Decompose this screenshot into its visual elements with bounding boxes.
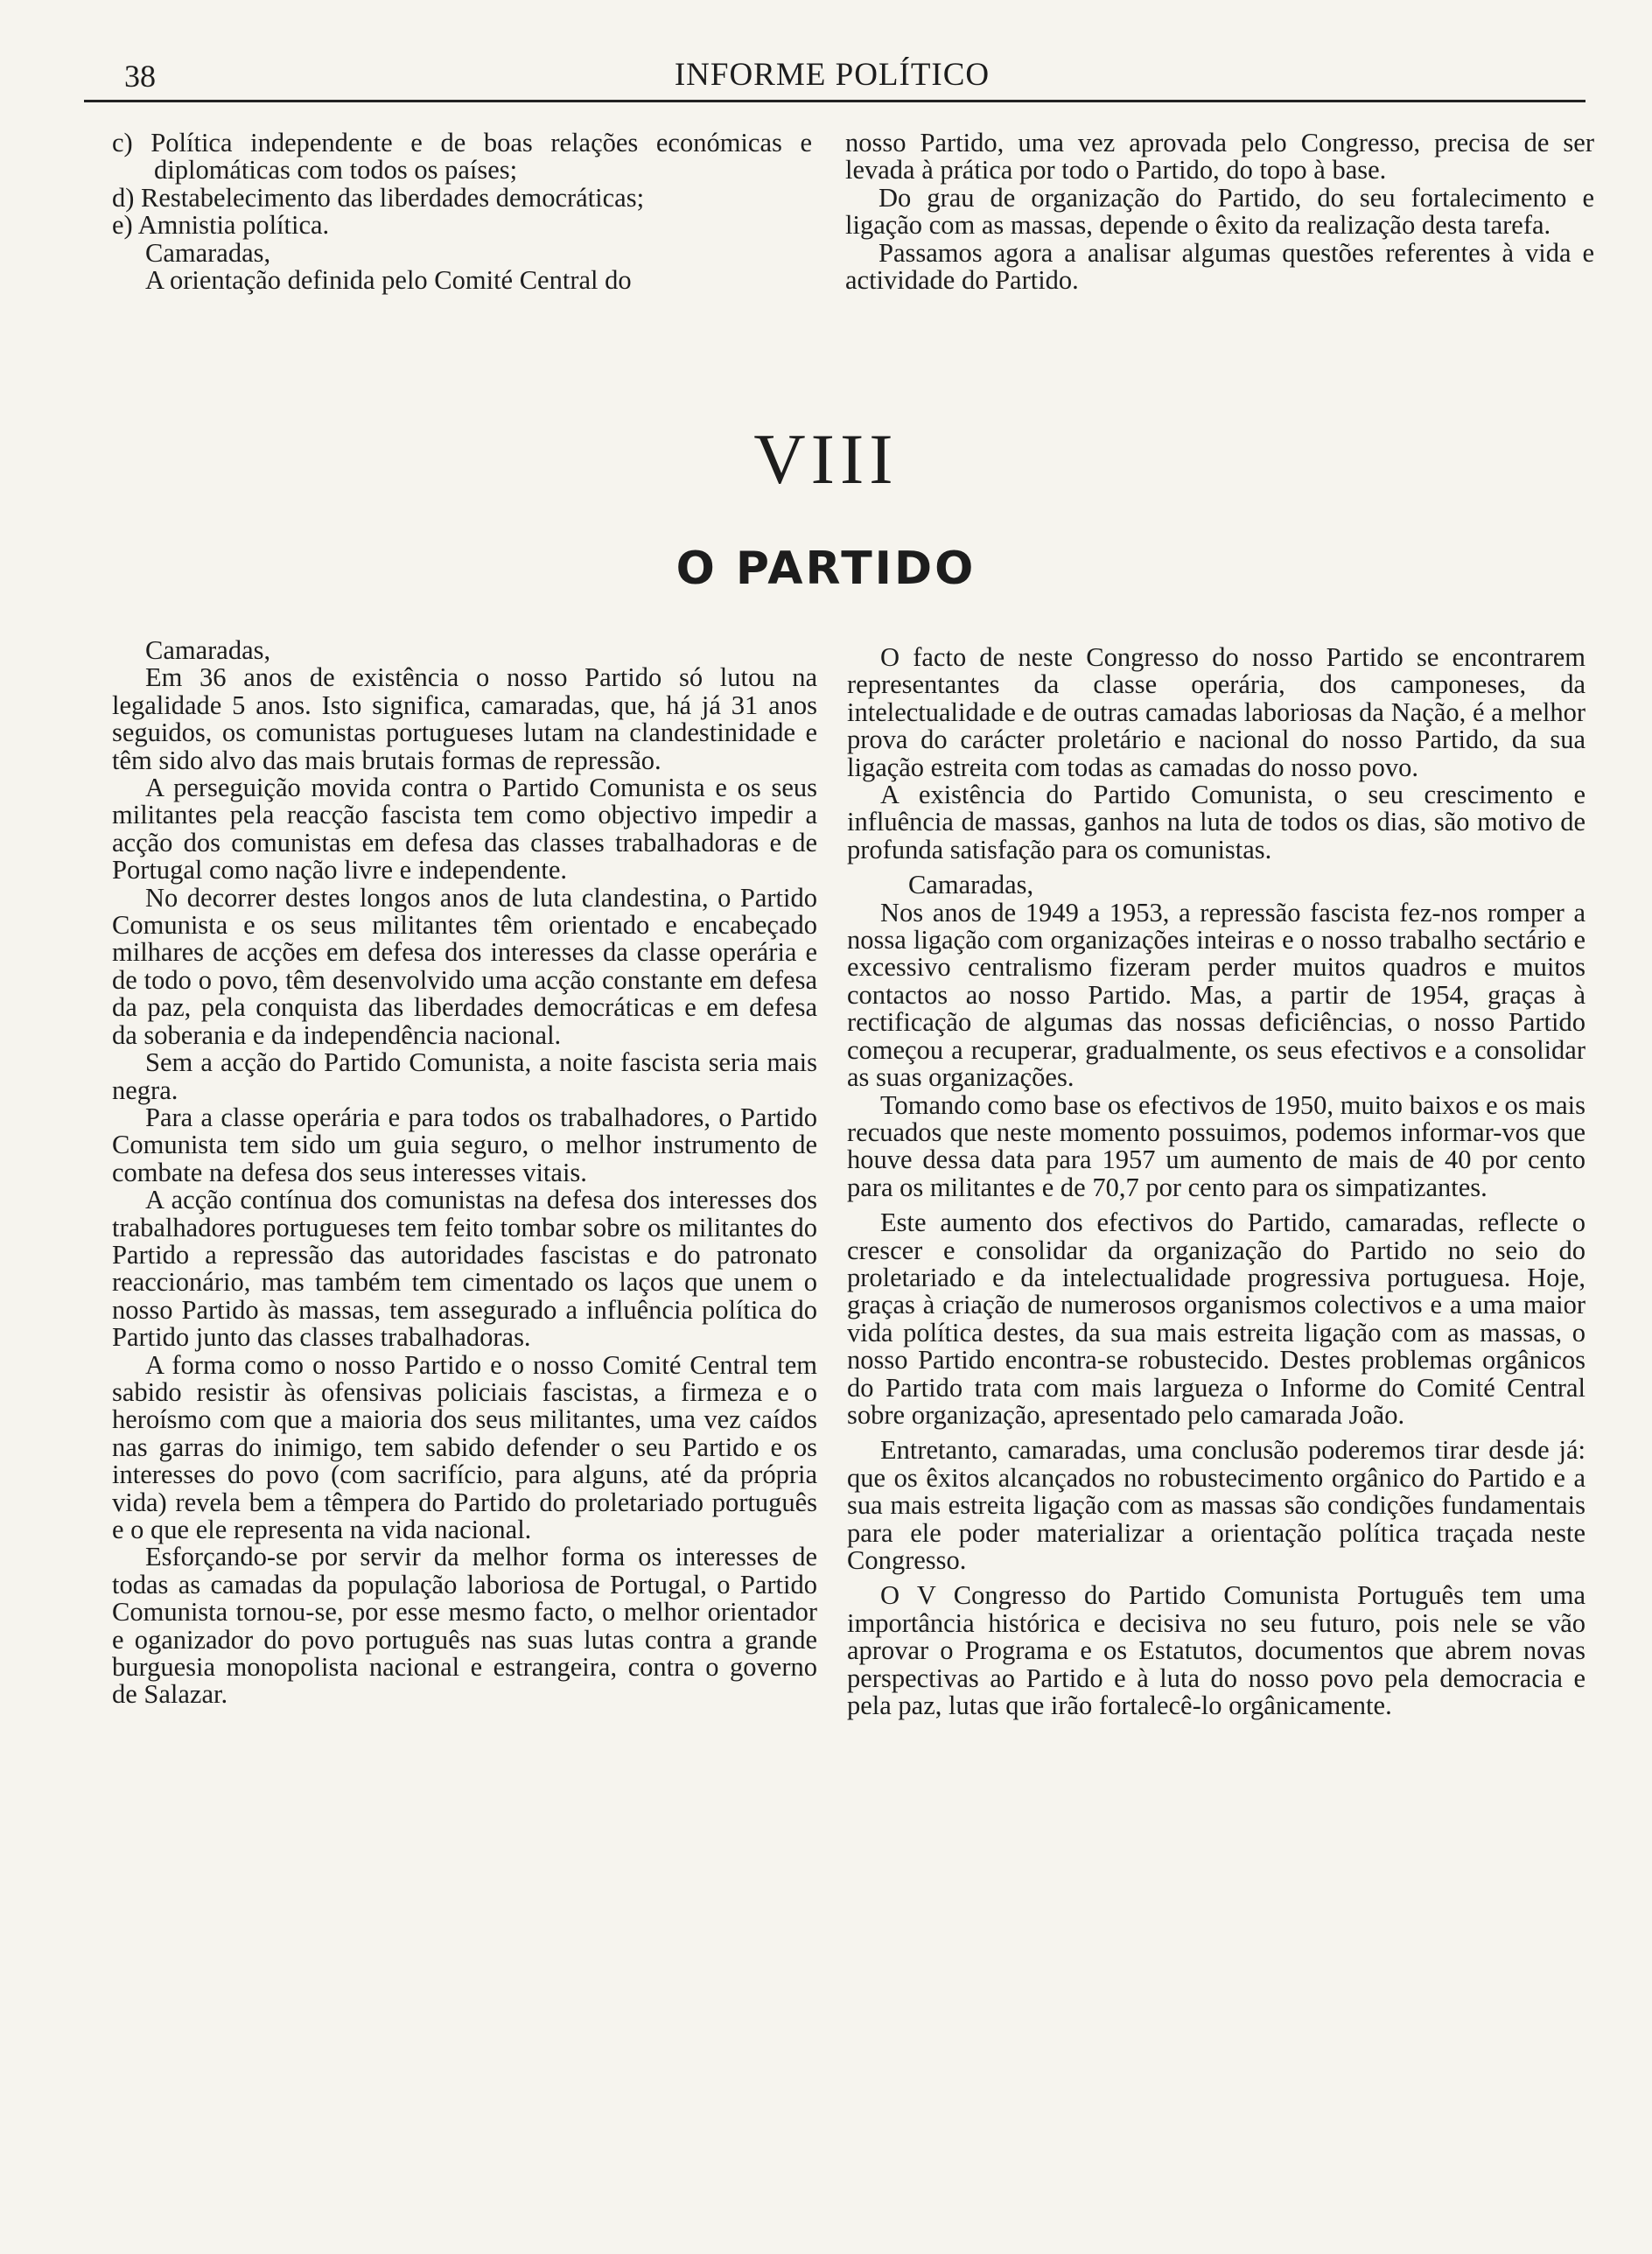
body-right-column (847, 644, 1586, 1719)
paragraph: nosso Partido, uma vez aprovada pelo Congresso, precisa de ser levada à prática por todo o Partido, do topo à base. (845, 128, 1594, 186)
paragraph: Do grau de organização do Partido, do seu fortalecimento e ligação com as massas, depende o êxito da realização desta tarefa. (845, 182, 1594, 241)
body-left-column (112, 637, 817, 1709)
paragraph: A existência do Partido Comunista, o seu crescimento e influência de massas, ganhos na luta de todos os dias, são motivo de profunda satisfação para os comunistas. (847, 780, 1586, 864)
paragraph: Em 36 anos de existência o nosso Partido só lutou na legalidade 5 anos. Isto significa, camaradas, que, há já 31 anos seguidos, os comunistas portugueses lutam na clandestinidade e têm sido alvo das mais brutais formas de repressão. (112, 662, 817, 775)
list-item-d: d) Restabelecimento das liberdades democráticas; (112, 182, 645, 213)
paragraph: O facto de neste Congresso do nosso Partido se encontrarem representantes da classe operária, dos camponeses, da intelectualidade e de outras camadas laboriosas da Nação, é a melhor prova do carácter proletário e nacional do nosso Partido, da sua ligação estreita com todas as camadas do nosso povo. (847, 642, 1586, 782)
paragraph: Esforçando-se por servir da melhor forma os interesses de todas as camadas da população laboriosa de Portugal, o Partido Comunista tornou-se, por esse mesmo facto, o melhor orientador e oganizador do povo português nas suas lutas contra a grande burguesia monopolista nacional e estrangeira, contra o governo de Salazar. (112, 1542, 817, 1710)
paragraph: Tomando como base os efectivos de 1950, muito baixos e os mais recuados que neste momento possuimos, podemos informar-vos que houve dessa data para 1957 um aumento de mais de 40 por cento para os militantes e de 70,7 por cento para os simpatizantes. (847, 1089, 1586, 1202)
running-title: INFORME POLÍTICO (674, 57, 990, 93)
chapter-number: VIII (753, 419, 899, 499)
page-header (84, 54, 1580, 105)
top-left-column (112, 130, 812, 294)
list-item-c: c) Política independente e de boas relações económicas e diplomáticas com todos os países; (112, 128, 812, 186)
page-number: 38 (124, 59, 156, 94)
paragraph: A perseguição movida contra o Partido Comunista e os seus militantes pela reacção fascista tem como objectivo impedir a acção dos comunistas em defesa das classes trabalhadoras e de Portugal como nação livre e independente. (112, 773, 817, 886)
paragraph: A acção contínua dos comunistas na defesa dos interesses dos trabalhadores portugueses tem feito tombar sobre os militantes do Partido a repressão das autoridades fascistas e do patronato reaccionário, mas também tem cimentado os laços que unem o nosso Partido às massas, tem assegurado a influência política do Partido junto das classes trabalhadoras. (112, 1185, 817, 1353)
paragraph: Para a classe operária e para todos os trabalhadores, o Partido Comunista tem sido um guia seguro, o melhor instrumento de combate na defesa dos seus interesses vitais. (112, 1102, 817, 1187)
paragraph: O V Congresso do Partido Comunista Português tem uma importância histórica e decisiva no seu futuro, pois nele se vão aprovar o Programa e os Estatutos, documentos que abrem novas perspectivas ao Partido e à luta do nosso povo pela democracia e pela paz, lutas que irão fortalecê-lo orgânicamente. (847, 1580, 1586, 1721)
salutation: Camaradas, (145, 237, 271, 268)
paragraph: Nos anos de 1949 a 1953, a repressão fascista fez-nos romper a nossa ligação com organizações inteiras e o nosso trabalho sectário e excessivo centralismo fizeram perder muitos quadros e muitos contactos ao nosso Partido. Mas, a partir de 1954, graças à rectificação de algumas das nossas deficiências, o nosso Partido começou a recuperar, gradualmente, os seus efectivos e a consolidar as suas organizações. (847, 897, 1586, 1093)
header-rule (84, 100, 1586, 102)
paragraph: No decorrer destes longos anos de luta clandestina, o Partido Comunista e os seus militantes têm orientado e encabeçado milhares de acções em defesa dos interesses da classe operária e de todo o povo, têm desenvolvido uma acção constante em defesa da paz, pela conquista das liberdades democráticas e em defesa da soberania e da independência nacional. (112, 882, 817, 1050)
paragraph: Passamos agora a analisar algumas questões referentes à vida e actividade do Partido. (845, 237, 1594, 296)
paragraph: A orientação definida pelo Comité Central do (145, 265, 632, 296)
chapter-title: O PARTIDO (676, 542, 976, 595)
paragraph: Sem a acção do Partido Comunista, a noite fascista seria mais negra. (112, 1047, 817, 1105)
top-right-column (845, 130, 1594, 294)
paragraph: A forma como o nosso Partido e o nosso Comité Central tem sabido resistir às ofensivas policiais fascistas, a firmeza e o heroísmo com que a maioria dos seus militantes, uma vez caídos nas garras do inimigo, tem sabido defender o seu Partido e os interesses do povo (com sacrifício, para alguns, até da própria vida) revela bem a têmpera do Partido do proletariado português e o que ele representa na vida nacional. (112, 1349, 817, 1544)
list-item-e: e) Amnistia política. (112, 210, 330, 241)
salutation: Camaradas, (908, 870, 1034, 900)
paragraph: Entretanto, camaradas, uma conclusão poderemos tirar desde já: que os êxitos alcançados no robustecimento orgânico do Partido e a sua mais estreita ligação com as massas são condições fundamentais para ele poder materializar a orientação política traçada neste Congresso. (847, 1435, 1586, 1575)
paragraph: Este aumento dos efectivos do Partido, camaradas, reflecte o crescer e consolidar da organização do Partido no seio do proletariado e da intelectualidade progressiva portuguesa. Hoje, graças à criação de numerosos organismos colectivos e a uma maior vida política destes, da sua mais estreita ligação com as massas, o nosso Partido encontra-se robustecido. Destes problemas orgânicos do Partido trata com mais largueza o Informe do Comité Central sobre organização, apresentado pelo camarada João. (847, 1208, 1586, 1430)
salutation: Camaradas, (145, 635, 271, 665)
